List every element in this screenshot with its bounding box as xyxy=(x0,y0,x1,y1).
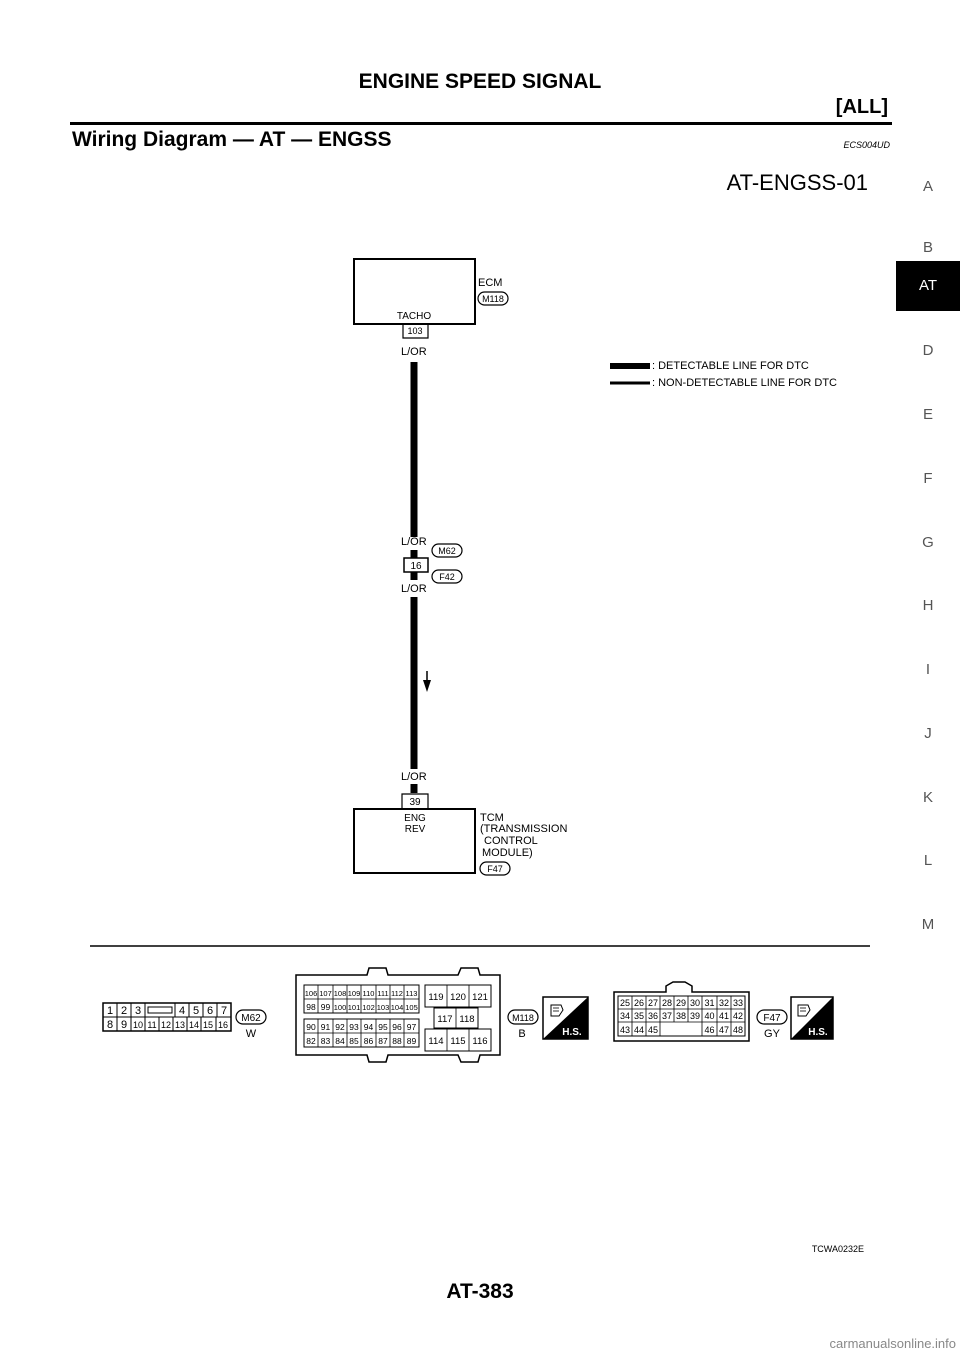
figure-code: TCWA0232E xyxy=(811,1244,864,1254)
svg-text:26: 26 xyxy=(633,998,645,1008)
svg-text:110: 110 xyxy=(362,989,375,998)
svg-text:10: 10 xyxy=(132,1020,144,1030)
m62-connector-face xyxy=(103,1003,231,1031)
side-tab-h[interactable]: H xyxy=(922,597,934,614)
m118-connector-label: M118 xyxy=(512,1013,534,1023)
harness-side-icon xyxy=(543,997,588,1039)
svg-text:31: 31 xyxy=(704,998,715,1008)
watermark: carmanualsonline.info xyxy=(829,1336,956,1351)
side-tab-at[interactable]: AT xyxy=(896,261,960,311)
svg-text:113: 113 xyxy=(405,989,418,998)
svg-text:93: 93 xyxy=(349,1022,359,1032)
svg-text:33: 33 xyxy=(732,998,744,1008)
svg-text:84: 84 xyxy=(335,1036,345,1046)
side-tab-k[interactable]: K xyxy=(922,789,933,806)
svg-text:39: 39 xyxy=(689,1011,701,1021)
wire-color-label-1: L/OR xyxy=(401,346,427,358)
section-code: ECS004UD xyxy=(843,140,890,150)
svg-text:6: 6 xyxy=(206,1005,214,1017)
svg-text:14: 14 xyxy=(188,1020,200,1030)
svg-text:112: 112 xyxy=(391,989,403,998)
side-tab-j[interactable]: J xyxy=(924,725,932,742)
page-header-title: ENGINE SPEED SIGNAL xyxy=(358,70,602,93)
svg-text:114: 114 xyxy=(428,1036,444,1047)
side-tab-m[interactable]: M xyxy=(921,916,935,933)
svg-text:88: 88 xyxy=(392,1036,402,1046)
svg-text:8: 8 xyxy=(106,1019,114,1031)
svg-text:97: 97 xyxy=(406,1022,417,1032)
m62-connector-label: M62 xyxy=(241,1013,261,1024)
svg-text:4: 4 xyxy=(178,1005,186,1017)
f47-connector-color: GY xyxy=(764,1028,780,1040)
side-tab-l[interactable]: L xyxy=(923,852,933,869)
svg-text:105: 105 xyxy=(405,1003,418,1012)
svg-text:104: 104 xyxy=(390,1003,404,1012)
diagram-id: AT-ENGSS-01 xyxy=(726,170,868,195)
side-tab-g[interactable]: G xyxy=(922,534,934,551)
legend-detectable-swatch xyxy=(610,363,650,369)
svg-text:115: 115 xyxy=(450,1036,466,1047)
svg-text:45: 45 xyxy=(647,1025,659,1035)
wire-upper xyxy=(411,362,418,537)
wire-lower xyxy=(411,597,418,769)
svg-text:103: 103 xyxy=(376,1003,390,1012)
svg-text:44: 44 xyxy=(633,1025,645,1035)
ecm-label: ECM xyxy=(478,277,503,289)
joint-upper-connector-text: M62 xyxy=(438,546,456,556)
ecm-terminal-number: 103 xyxy=(407,326,423,336)
svg-text:15: 15 xyxy=(202,1020,214,1030)
side-tab-d[interactable]: D xyxy=(922,342,934,359)
svg-text:35: 35 xyxy=(633,1011,645,1021)
svg-text:121: 121 xyxy=(472,992,488,1003)
svg-text:38: 38 xyxy=(675,1011,687,1021)
svg-text:40: 40 xyxy=(704,1011,715,1021)
svg-text:32: 32 xyxy=(718,998,730,1008)
svg-text:91: 91 xyxy=(320,1022,331,1032)
joint-terminal-number: 16 xyxy=(410,561,422,572)
svg-text:117: 117 xyxy=(437,1014,453,1025)
section-title: Wiring Diagram — AT — ENGSS xyxy=(72,128,392,151)
svg-text:47: 47 xyxy=(718,1025,730,1035)
joint-wire-stub-bottom xyxy=(411,572,418,580)
joint-wire-stub-top xyxy=(411,550,418,558)
svg-text:119: 119 xyxy=(428,992,444,1003)
svg-text:116: 116 xyxy=(472,1036,488,1047)
svg-text:13: 13 xyxy=(174,1020,186,1030)
svg-text:46: 46 xyxy=(704,1025,715,1035)
page-number: AT-383 xyxy=(446,1280,514,1303)
m118-connector-face xyxy=(296,968,500,1062)
tcm-name-2: (TRANSMISSION xyxy=(480,823,568,835)
svg-text:41: 41 xyxy=(718,1011,730,1021)
svg-text:11: 11 xyxy=(147,1020,157,1030)
svg-text:98: 98 xyxy=(306,1002,316,1012)
svg-text:89: 89 xyxy=(406,1036,417,1046)
legend-detectable-text: : DETECTABLE LINE FOR DTC xyxy=(652,360,809,372)
m62-connector-color: W xyxy=(245,1028,257,1040)
ecm-connector-label: M118 xyxy=(482,294,504,304)
svg-text:12: 12 xyxy=(160,1020,172,1030)
svg-text:106: 106 xyxy=(304,989,318,998)
svg-text:120: 120 xyxy=(450,992,466,1003)
tcm-terminal-name-2: REV xyxy=(404,824,426,835)
side-tab-a[interactable]: A xyxy=(922,178,933,195)
svg-text:48: 48 xyxy=(732,1025,744,1035)
svg-text:90: 90 xyxy=(306,1022,316,1032)
svg-text:36: 36 xyxy=(647,1011,659,1021)
page-header-subtitle: [ALL] xyxy=(835,96,888,118)
svg-text:95: 95 xyxy=(378,1022,388,1032)
svg-text:100: 100 xyxy=(333,1003,347,1012)
svg-text:96: 96 xyxy=(392,1022,402,1032)
svg-text:27: 27 xyxy=(647,998,659,1008)
svg-text:82: 82 xyxy=(306,1036,316,1046)
svg-text:30: 30 xyxy=(689,998,701,1008)
side-tab-e[interactable]: E xyxy=(922,406,933,423)
svg-text:H.S.: H.S. xyxy=(808,1027,828,1038)
tcm-terminal-name-1: ENG xyxy=(404,813,426,824)
wire-color-label-3: L/OR xyxy=(401,583,427,595)
svg-text:7: 7 xyxy=(220,1005,228,1017)
svg-text:29: 29 xyxy=(675,998,687,1008)
svg-text:108: 108 xyxy=(333,989,347,998)
f47-connector-label: F47 xyxy=(763,1013,781,1024)
m118-connector-color: B xyxy=(518,1028,526,1040)
tcm-terminal-number: 39 xyxy=(409,797,421,808)
svg-text:107: 107 xyxy=(319,989,332,998)
svg-text:111: 111 xyxy=(377,989,389,998)
signal-arrow-icon xyxy=(423,680,431,692)
svg-text:42: 42 xyxy=(732,1011,744,1021)
tcm-name-3: CONTROL xyxy=(484,835,538,847)
svg-text:34: 34 xyxy=(619,1011,631,1021)
legend-nondetectable-text: : NON-DETECTABLE LINE FOR DTC xyxy=(652,377,837,389)
svg-text:86: 86 xyxy=(363,1036,374,1046)
svg-text:99: 99 xyxy=(320,1002,331,1012)
svg-text:2: 2 xyxy=(120,1005,128,1017)
svg-text:H.S.: H.S. xyxy=(562,1027,582,1038)
svg-text:102: 102 xyxy=(362,1003,375,1012)
svg-text:109: 109 xyxy=(347,989,361,998)
tcm-connector-label: F47 xyxy=(487,864,503,874)
svg-text:3: 3 xyxy=(134,1005,142,1017)
svg-text:118: 118 xyxy=(459,1014,475,1025)
svg-text:16: 16 xyxy=(217,1020,229,1030)
side-tab-f[interactable]: F xyxy=(923,470,933,487)
svg-text:101: 101 xyxy=(347,1003,361,1012)
svg-text:85: 85 xyxy=(349,1036,359,1046)
svg-text:83: 83 xyxy=(320,1036,331,1046)
wire-color-label-4: L/OR xyxy=(401,771,427,783)
svg-text:43: 43 xyxy=(619,1025,631,1035)
svg-text:92: 92 xyxy=(335,1022,345,1032)
f47-connector-face xyxy=(614,982,749,1041)
joint-lower-connector-label: F42 xyxy=(439,572,455,582)
ecm-terminal-name: TACHO xyxy=(396,311,432,322)
svg-text:94: 94 xyxy=(363,1022,374,1032)
svg-text:28: 28 xyxy=(661,998,673,1008)
svg-text:1: 1 xyxy=(106,1005,114,1017)
wire-tcm-stub xyxy=(411,784,418,793)
tcm-name-4: MODULE) xyxy=(482,847,533,859)
svg-text:25: 25 xyxy=(619,998,631,1008)
m62-key-icon xyxy=(148,1007,172,1013)
svg-text:37: 37 xyxy=(661,1011,673,1021)
svg-text:9: 9 xyxy=(120,1019,128,1031)
wire-color-label-2: L/OR xyxy=(401,536,427,548)
side-tab-i[interactable]: I xyxy=(925,661,931,678)
harness-side-icon-2 xyxy=(791,997,833,1039)
svg-text:87: 87 xyxy=(378,1036,388,1046)
svg-text:5: 5 xyxy=(192,1005,200,1017)
side-tab-b[interactable]: B xyxy=(922,239,933,256)
tcm-name-1: TCM xyxy=(480,812,504,824)
legend-nondetectable-swatch xyxy=(610,382,650,385)
